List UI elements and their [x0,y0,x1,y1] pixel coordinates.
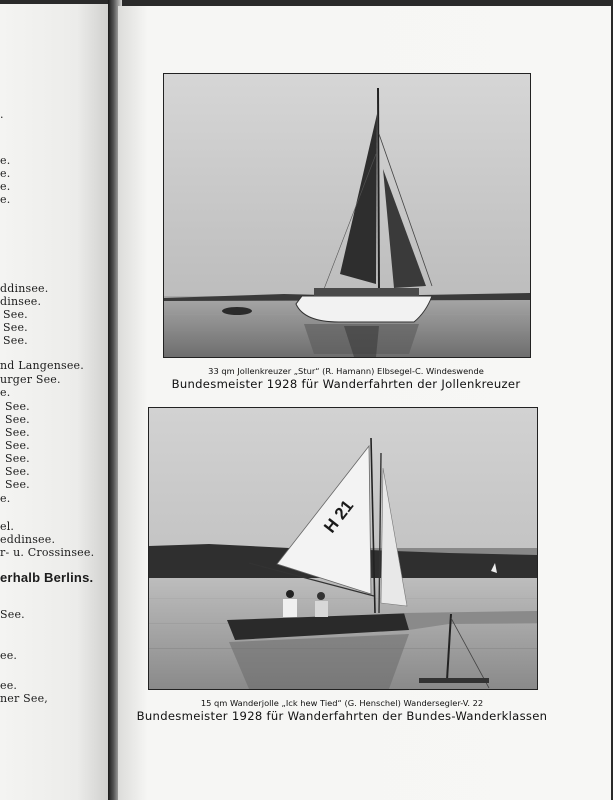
left-line: nd Langensee. [0,359,84,372]
figure-2-caption-small: 15 qm Wanderjolle „Ick hew Tied“ (G. Henschel) Wandersegler-V. 22 [200,698,484,708]
left-line: el. [0,520,15,533]
left-line: urger See. [0,373,61,386]
left-line: See. [3,308,28,321]
photo-wanderjolle-ick-hew-tied [148,407,538,690]
figure-2-caption-large: Bundesmeister 1928 für Wanderfahrten der Bundes-Wanderklassen [136,709,548,723]
left-line: See. [5,439,30,452]
left-line: See. [0,608,25,621]
left-line: e. [0,492,11,505]
left-line: r- u. Crossinsee. [0,546,95,559]
left-line: ee. [0,679,18,692]
left-line: See. [5,426,30,439]
left-line: See. [5,465,30,478]
left-line: dinsee. [0,295,42,308]
left-page [0,4,110,800]
left-line: . [0,108,4,121]
left-line: See. [5,478,30,491]
figure-1-caption-small: 33 qm Jollenkreuzer „Stur“ (R. Hamann) Elbsegel-C. Windeswende [208,366,484,376]
figure-1-caption-large: Bundesmeister 1928 für Wanderfahrten der Jollenkreuzer [171,377,521,391]
left-line: ee. [0,649,18,662]
left-line: See. [3,334,28,347]
left-line: See. [3,321,28,334]
left-section-heading: erhalb Berlins. [0,570,94,585]
sail-number: H 21 [320,496,358,537]
left-line: See. [5,413,30,426]
left-line: e. [0,386,11,399]
left-line: ner See, [0,692,49,705]
left-line: e. [0,180,11,193]
photo-jollenkreuzer-stur [163,73,531,358]
sailboat-photo-1 [164,74,530,357]
left-line: See. [5,452,30,465]
left-line: See. [5,400,30,413]
sailboat-photo-2 [149,408,537,689]
left-line: ddinsee. [0,282,49,295]
left-line: eddinsee. [0,533,56,546]
left-line: e. [0,193,11,206]
left-line: e. [0,154,11,167]
left-line: e. [0,167,11,180]
